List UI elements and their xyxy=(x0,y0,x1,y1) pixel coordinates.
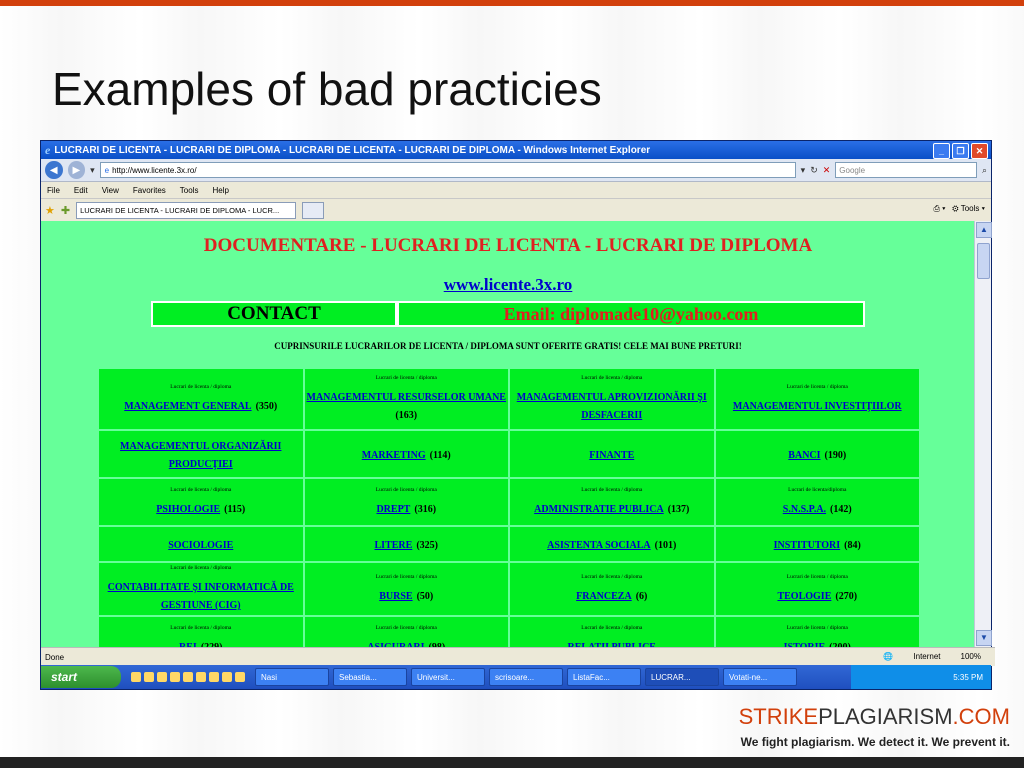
category-cell xyxy=(99,527,303,561)
back-button[interactable]: ◀ xyxy=(45,161,63,179)
quicklaunch-icon[interactable] xyxy=(196,672,206,682)
search-input[interactable] xyxy=(835,162,977,178)
category-caption: Lucrari de licenta / diploma xyxy=(786,574,848,580)
category-count: (316) xyxy=(414,504,437,515)
taskbar-item[interactable]: Sebastia... xyxy=(333,668,407,686)
site-link[interactable]: www.licente.3x.ro xyxy=(443,275,573,294)
category-count: (6) xyxy=(635,591,648,602)
notice-text: CUPRINSURILE LUCRARILOR DE LICENTA / DIPLOMA SUNT OFERITE GRATIS! CELE MAI BUNE PRETURI! xyxy=(274,341,742,351)
category-cell xyxy=(305,369,509,429)
category-cell xyxy=(305,431,509,477)
category-row xyxy=(99,369,919,429)
category-link[interactable]: LITERE xyxy=(374,540,413,551)
category-link[interactable]: PSIHOLOGIE xyxy=(156,504,221,515)
search-icon[interactable]: ⌕ xyxy=(981,164,987,175)
category-link[interactable]: INSTITUTORI xyxy=(773,540,841,551)
category-caption: Lucrari de licenta / diploma xyxy=(170,625,232,631)
scroll-down-icon[interactable]: ▼ xyxy=(976,630,992,646)
brand-part1: STRIKE xyxy=(738,704,819,729)
category-cell xyxy=(510,527,714,561)
category-cell xyxy=(510,479,714,525)
quicklaunch-icon[interactable] xyxy=(157,672,167,682)
address-value: http://www.licente.3x.ro/ xyxy=(112,165,197,175)
quicklaunch-icon[interactable] xyxy=(209,672,219,682)
refresh-icon[interactable]: ↻ xyxy=(810,164,818,175)
category-caption: Lucrari de licenta / diploma xyxy=(581,574,643,580)
category-cell xyxy=(716,431,920,477)
taskbar-item[interactable]: Votati-ne... xyxy=(723,668,797,686)
category-caption: Lucrari de licenta / diploma xyxy=(786,384,848,390)
menu-help[interactable]: Help xyxy=(212,185,229,195)
category-link[interactable]: FINANTE xyxy=(589,450,635,461)
stop-icon[interactable]: ✕ xyxy=(822,164,831,175)
category-count: (190) xyxy=(824,450,847,461)
scroll-up-icon[interactable]: ▲ xyxy=(976,222,992,238)
category-link[interactable]: ADMINISTRATIE PUBLICA xyxy=(534,504,664,515)
category-caption: Lucrari de licenta / diploma xyxy=(375,375,437,381)
category-row xyxy=(99,563,919,615)
slide-top-accent-bar xyxy=(0,0,1024,6)
forward-button[interactable]: ▶ xyxy=(68,161,86,179)
menu-tools[interactable]: Tools xyxy=(179,185,199,195)
quicklaunch-icon[interactable] xyxy=(183,672,193,682)
category-grid xyxy=(97,367,921,665)
minimize-button[interactable]: _ xyxy=(933,143,950,159)
category-count: (350) xyxy=(255,401,278,412)
taskbar-item[interactable]: ListaFac... xyxy=(567,668,641,686)
contact-label: CONTACT xyxy=(151,301,397,327)
status-bar xyxy=(41,647,995,666)
window-title: LUCRARI DE LICENTA - LUCRARI DE DIPLOMA - LUCRARI DE LICENTA - LUCRARI DE DIPLOMA - Windows Internet Explorer xyxy=(54,144,651,156)
category-link[interactable]: SOCIOLOGIE xyxy=(168,540,234,551)
taskbar-item-active[interactable]: LUCRAR... xyxy=(645,668,719,686)
category-caption: Lucrari de licenta / diploma xyxy=(581,375,643,381)
category-cell xyxy=(716,479,920,525)
category-caption: Lucrari de licenta / diploma xyxy=(375,487,437,493)
contact-email: Email: diplomade10@yahoo.com xyxy=(397,301,865,327)
category-cell xyxy=(99,479,303,525)
quicklaunch-icon[interactable] xyxy=(170,672,180,682)
category-link[interactable]: MANAGEMENTUL ORGANIZĂRII PRODUCŢIEI xyxy=(120,441,282,470)
category-cell xyxy=(305,479,509,525)
category-cell xyxy=(99,369,303,429)
category-caption: Lucrari de licenta / diploma xyxy=(581,625,643,631)
tools-gear-icon[interactable]: ⚙ xyxy=(952,204,959,213)
brand-part2: PLAGIARISM xyxy=(818,704,953,729)
category-link[interactable]: ASISTENTA SOCIALA xyxy=(547,540,651,551)
category-link[interactable]: FRANCEZA xyxy=(576,591,632,602)
category-cell xyxy=(510,563,714,615)
globe-icon: 🌐 xyxy=(883,652,894,661)
new-tab-button[interactable] xyxy=(302,202,324,219)
menu-bar xyxy=(41,182,991,199)
menu-edit[interactable]: Edit xyxy=(73,185,88,195)
category-count: (137) xyxy=(667,504,690,515)
menu-file[interactable]: File xyxy=(47,185,60,195)
ie-logo-icon: e xyxy=(45,142,51,157)
clock[interactable]: 5:35 PM xyxy=(953,672,983,682)
address-toolbar xyxy=(41,159,991,182)
quicklaunch-icon[interactable] xyxy=(222,672,232,682)
quicklaunch-icon[interactable] xyxy=(235,672,245,682)
add-favorites-icon[interactable]: ✚ xyxy=(60,204,71,217)
zone-label: Internet xyxy=(913,652,941,661)
category-count: (163) xyxy=(395,410,418,421)
start-button[interactable] xyxy=(41,666,121,688)
category-link[interactable]: DREPT xyxy=(376,504,411,515)
category-cell xyxy=(510,369,714,429)
history-dropdown-icon[interactable]: ▾ xyxy=(90,164,95,175)
category-cell xyxy=(716,527,920,561)
category-caption: Lucrari de licenta / diploma xyxy=(170,384,232,390)
category-link[interactable]: MARKETING xyxy=(361,450,426,461)
category-caption: Lucrari de licenta / diploma xyxy=(581,487,643,493)
brand-tagline: We fight plagiarism. We detect it. We prevent it. xyxy=(740,735,1010,749)
quicklaunch-icon[interactable] xyxy=(144,672,154,682)
favorites-star-icon[interactable]: ★ xyxy=(45,204,55,217)
category-link[interactable]: BURSE xyxy=(379,591,413,602)
category-link[interactable]: MANAGEMENTUL RESURSELOR UMANE xyxy=(306,392,506,403)
status-text: Done xyxy=(45,652,65,662)
brand-part3: .COM xyxy=(952,704,1010,729)
category-count: (114) xyxy=(429,450,451,461)
category-cell xyxy=(305,563,509,615)
menu-view[interactable]: View xyxy=(101,185,119,195)
zoom-level[interactable]: 100% xyxy=(960,652,981,661)
address-field[interactable] xyxy=(100,162,796,178)
brand-logo xyxy=(739,704,1010,730)
category-caption: Lucrari de licenta/diploma xyxy=(788,487,847,493)
restore-button[interactable]: ❐ xyxy=(952,143,969,159)
tab-bar xyxy=(41,199,991,222)
search-placeholder: Google xyxy=(839,165,866,175)
vertical-scrollbar[interactable] xyxy=(974,221,991,647)
category-caption: Lucrari de licenta / diploma xyxy=(375,625,437,631)
quick-launch xyxy=(131,672,245,682)
category-count: (270) xyxy=(835,591,858,602)
page-icon: e xyxy=(104,165,110,175)
category-caption: Lucrari de licenta / diploma xyxy=(170,565,232,571)
category-link[interactable]: TEOLOGIE xyxy=(777,591,832,602)
quicklaunch-icon[interactable] xyxy=(131,672,141,682)
category-count: (50) xyxy=(416,591,434,602)
taskbar-item[interactable]: Universit... xyxy=(411,668,485,686)
category-link[interactable]: MANAGEMENTUL INVESTIŢIILOR xyxy=(732,401,902,412)
category-count: (142) xyxy=(830,504,852,515)
browser-window xyxy=(40,140,992,690)
slide-title: Examples of bad practicies xyxy=(52,63,602,115)
category-count: (325) xyxy=(416,540,438,551)
window-titlebar xyxy=(41,141,991,159)
category-row xyxy=(99,431,919,477)
category-link[interactable]: BANCI xyxy=(788,450,821,461)
slide-bottom-bar xyxy=(0,757,1024,768)
category-caption: Lucrari de licenta / diploma xyxy=(786,625,848,631)
category-cell xyxy=(716,369,920,429)
scroll-thumb[interactable] xyxy=(977,243,990,279)
category-cell xyxy=(305,527,509,561)
category-link[interactable]: MANAGEMENT GENERAL xyxy=(124,401,252,412)
category-link[interactable]: S.N.S.P.A. xyxy=(782,504,827,515)
contact-row xyxy=(151,301,865,327)
category-link[interactable]: MANAGEMENTUL APROVIZIONĂRII ŞI DESFACERII xyxy=(516,392,707,421)
page-heading: DOCUMENTARE - LUCRARI DE LICENTA - LUCRARI DE DIPLOMA xyxy=(203,235,813,256)
status-right xyxy=(883,652,981,661)
category-count: (115) xyxy=(224,504,246,515)
taskbar-item[interactable]: scrisoare... xyxy=(489,668,563,686)
windows-taskbar xyxy=(41,665,991,689)
category-row xyxy=(99,479,919,525)
category-caption: Lucrari de licenta / diploma xyxy=(170,487,232,493)
category-cell xyxy=(716,563,920,615)
category-count: (101) xyxy=(654,540,677,551)
menu-favorites[interactable]: Favorites xyxy=(132,185,166,195)
close-button[interactable]: ✕ xyxy=(971,143,988,159)
page-viewport xyxy=(41,221,975,647)
print-icon[interactable]: ⎙ ▾ xyxy=(933,204,946,213)
category-link[interactable]: CONTABILITATE ŞI INFORMATICĂ DE GESTIUNE (CIG) xyxy=(107,582,294,611)
command-bar: ⎙ ▾ ⚙ Tools ▾ xyxy=(933,204,985,213)
tools-button[interactable]: Tools xyxy=(960,204,980,213)
category-cell xyxy=(99,431,303,477)
address-dropdown-icon[interactable]: ▾ xyxy=(800,164,806,175)
category-cell xyxy=(99,563,303,615)
taskbar-item[interactable]: Nasi xyxy=(255,668,329,686)
tab-active[interactable] xyxy=(76,202,296,219)
window-controls xyxy=(933,143,988,159)
category-cell xyxy=(510,431,714,477)
category-count: (84) xyxy=(844,540,861,551)
system-tray xyxy=(851,665,991,689)
start-label: start xyxy=(51,670,78,684)
category-caption: Lucrari de licenta / diploma xyxy=(375,574,437,580)
category-row xyxy=(99,527,919,561)
tab-label: LUCRARI DE LICENTA - LUCRARI DE DIPLOMA - LUCR... xyxy=(80,205,280,215)
